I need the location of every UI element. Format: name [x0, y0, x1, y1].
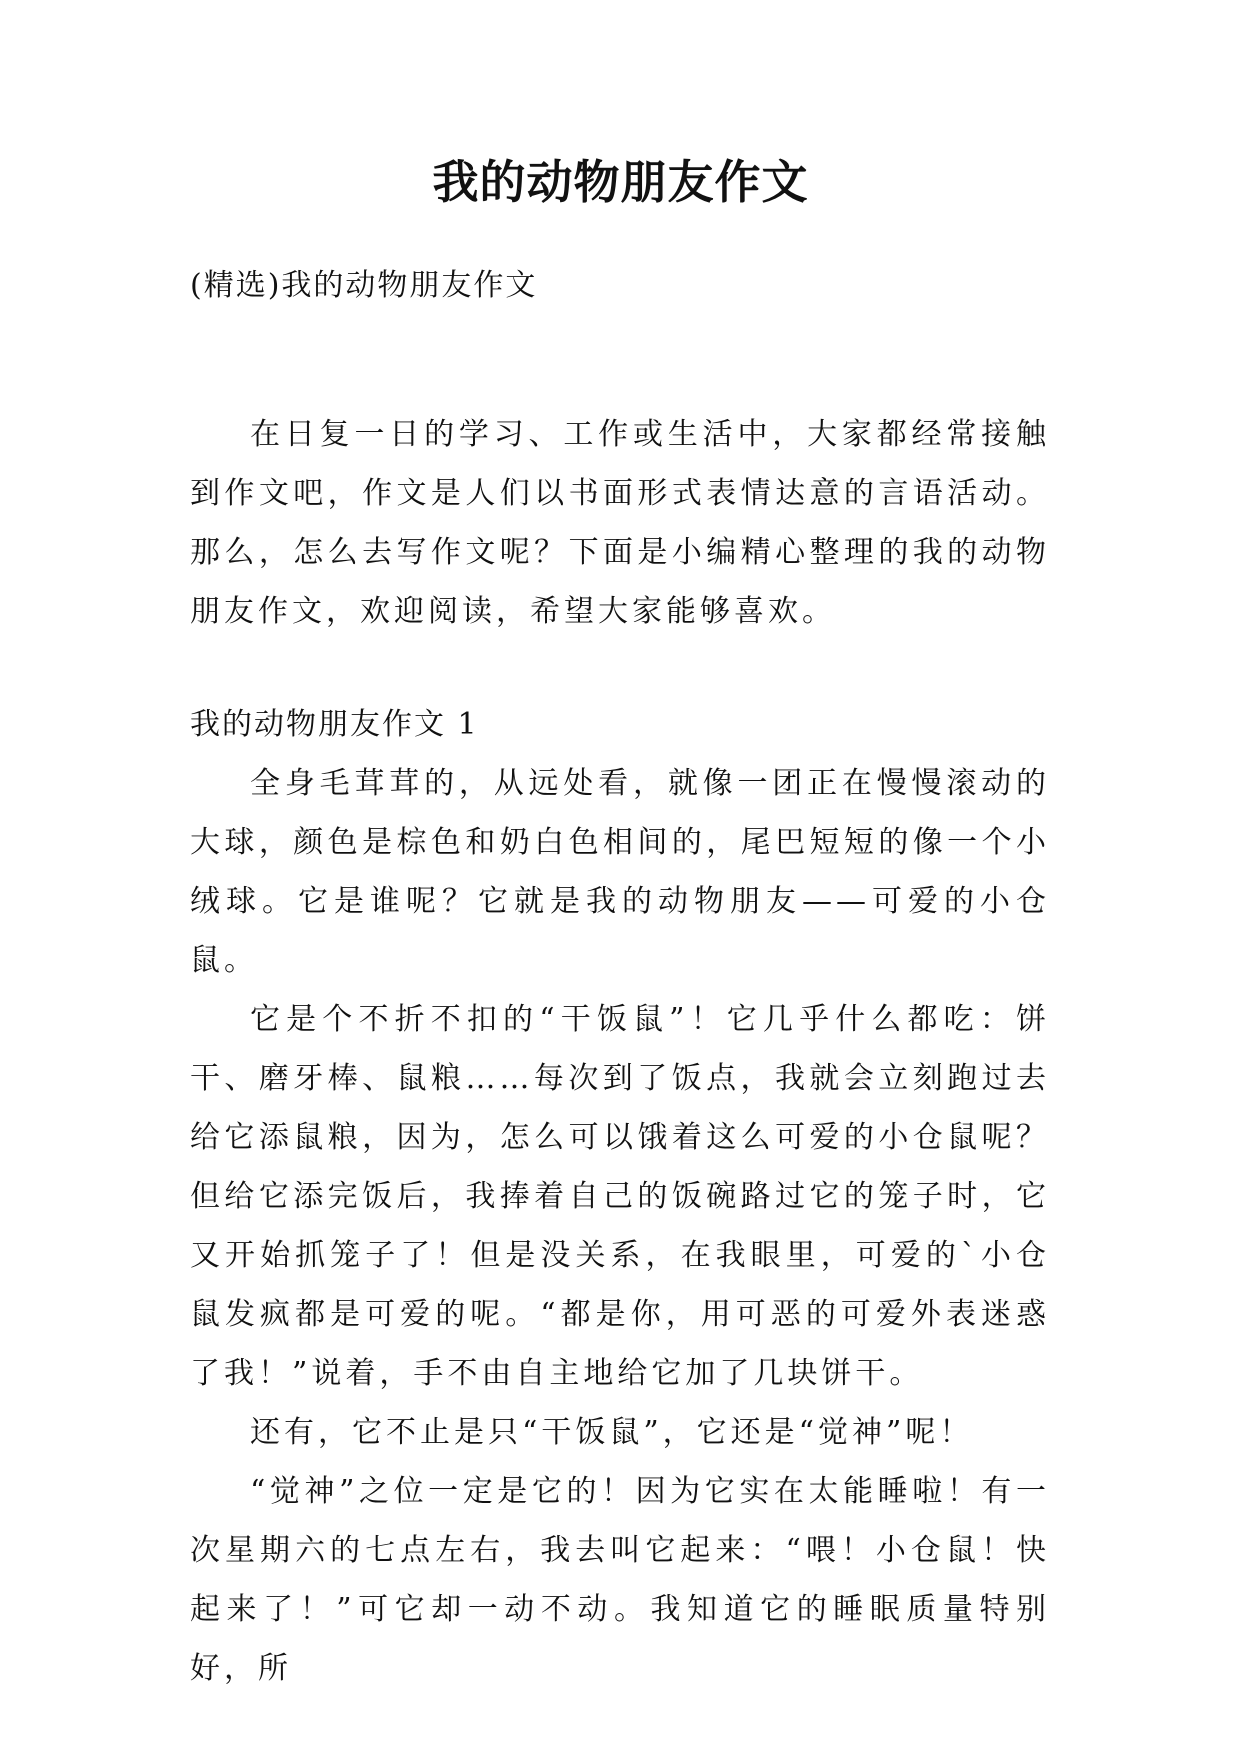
- document-title: 我的动物朋友作文: [432, 155, 809, 209]
- essay-paragraph-1: 全身毛茸茸的，从远处看，就像一团正在慢慢滚动的大球，颜色是棕色和奶白色相间的，尾巴短短的像一个小绒球。它是谁呢？它就是我的动物朋友——可爱的小仓鼠。: [190, 766, 1050, 978]
- essay-paragraph-2: 它是个不折不扣的“干饭鼠”！它几乎什么都吃：饼干、磨牙棒、鼠粮……每次到了饭点，我就会立刻跑过去给它添鼠粮，因为，怎么可以饿着这么可爱的小仓鼠呢？但给它添完饭后，我捧着自己的饭碗路过它的笼子时，它又开始抓笼子了！但是没关系，在我眼里，可爱的`小仓鼠发疯都是可爱的呢。“都是你，用可恶的可爱外表迷惑了我！”说着，手不由自主地给它加了几块饼干。: [190, 1002, 1050, 1391]
- essay-paragraph-4: “觉神”之位一定是它的！因为它实在太能睡啦！有一次星期六的七点左右，我去叫它起来：“喂！小仓鼠！快起来了！”可它却一动不动。我知道它的睡眠质量特别好，所: [190, 1474, 1050, 1686]
- essay-block: [190, 695, 1050, 1698]
- section-heading: 我的动物朋友作文 1: [190, 707, 479, 742]
- document-subtitle: (精选)我的动物朋友作文: [190, 268, 538, 303]
- essay-paragraph-3: 还有，它不止是只“干饭鼠”，它还是“觉神”呢！: [250, 1415, 974, 1450]
- intro-paragraph: 在日复一日的学习、工作或生活中，大家都经常接触到作文吧，作文是人们以书面形式表情达意的言语活动。那么，怎么去写作文呢？下面是小编精心整理的我的动物朋友作文，欢迎阅读，希望大家能够喜欢。: [190, 417, 1050, 629]
- intro-block: [190, 405, 1050, 641]
